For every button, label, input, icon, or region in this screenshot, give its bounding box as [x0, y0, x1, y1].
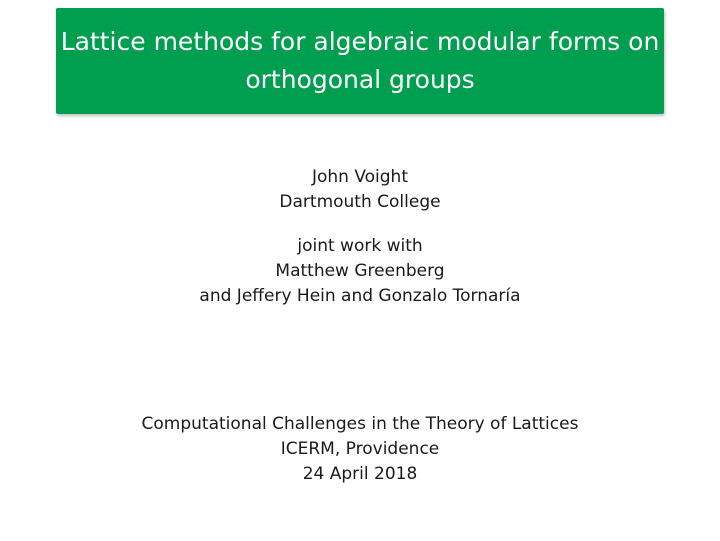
event-name: Computational Challenges in the Theory of Lattices [141, 414, 579, 434]
title-line-2: orthogonal groups [245, 65, 475, 94]
title-line-1: Lattice methods for algebraic modular forms on [60, 27, 660, 56]
author-block [0, 165, 720, 309]
spacer [0, 215, 720, 234]
author-name: John Voight [311, 167, 409, 187]
event-venue: ICERM, Providence [280, 439, 440, 459]
event-date: 24 April 2018 [302, 464, 418, 484]
event-block [0, 412, 720, 487]
author-affiliation: Dartmouth College [279, 192, 441, 212]
title-box [56, 8, 664, 114]
collaborator-line-1: Matthew Greenberg [275, 261, 445, 281]
collaborators-intro: joint work with [297, 236, 423, 256]
collaborator-line-2: and Jeffery Hein and Gonzalo Tornaría [199, 286, 521, 306]
